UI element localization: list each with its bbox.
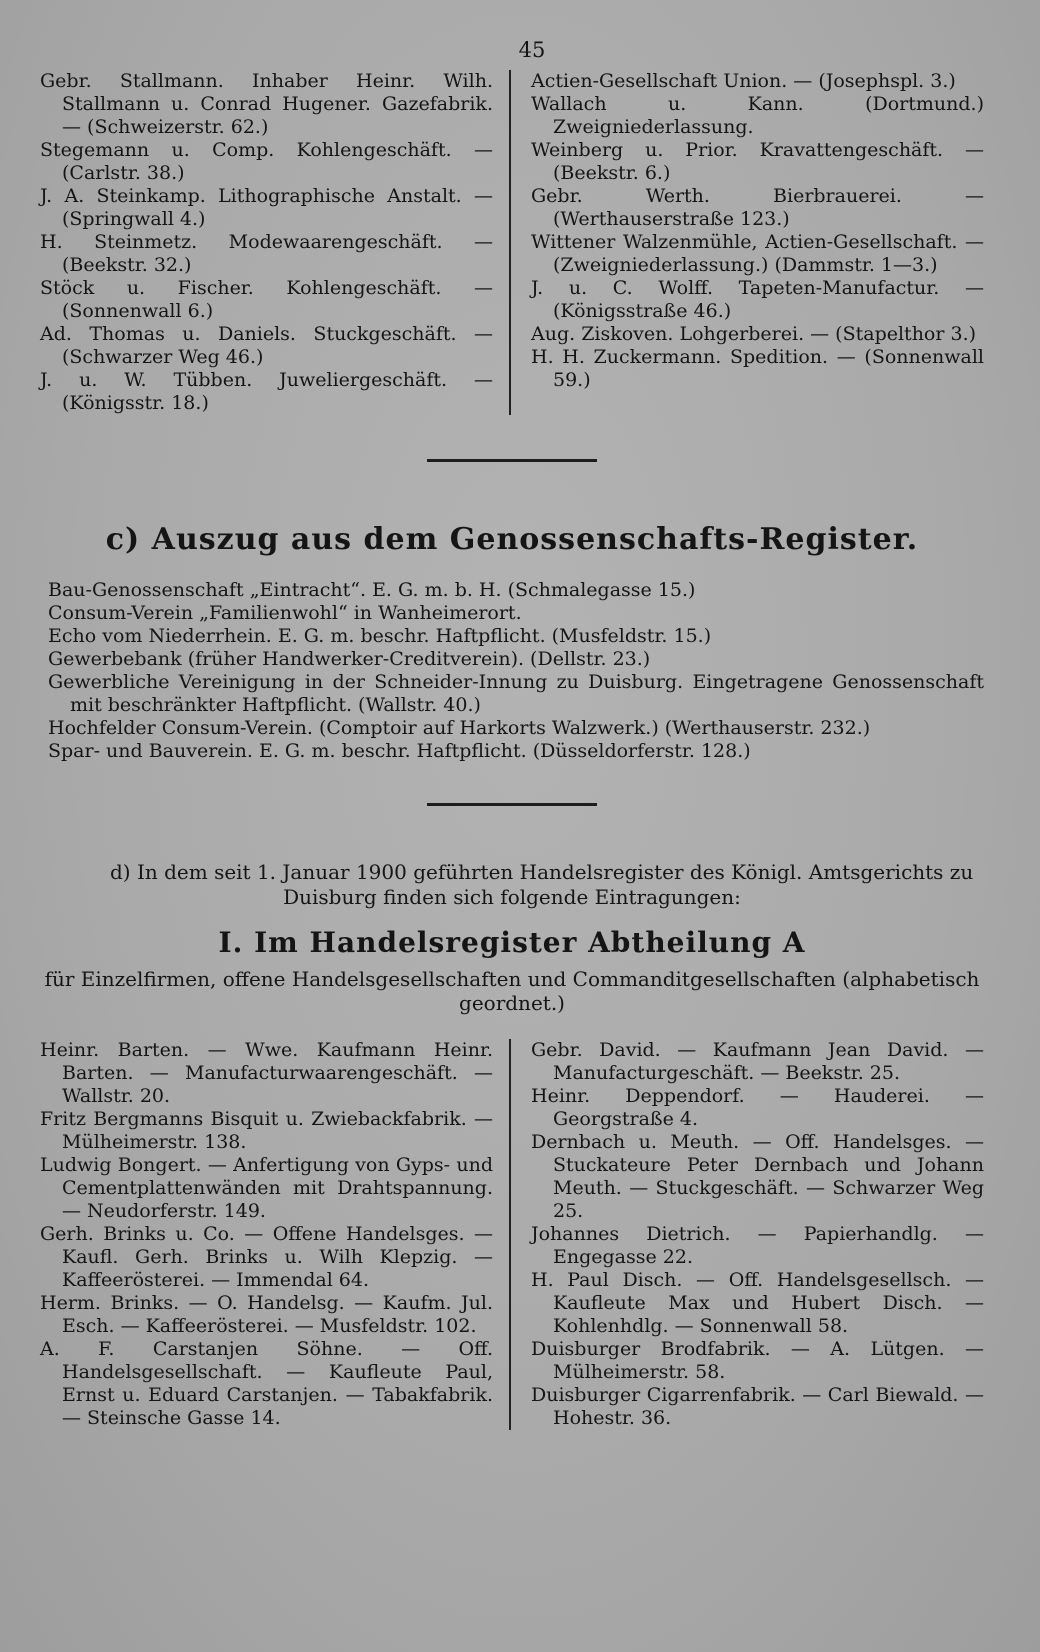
list-item: Stegemann u. Comp. Kohlengeschäft. — (Carlstr. 38.): [40, 139, 493, 184]
list-item: Gewerbliche Vereinigung in der Schneider-Innung zu Duisburg. Eingetragene Genossenschaft mit beschränkter Haftpflicht. (Wallstr. 40.): [48, 671, 984, 716]
list-item: Heinr. Deppendorf. — Hauderei. — Georgstraße 4.: [531, 1085, 984, 1130]
list-item: Echo vom Niederrhein. E. G. m. beschr. Haftpflicht. (Musfeldstr. 15.): [48, 625, 712, 647]
list-item: Stöck u. Fischer. Kohlengeschäft. — (Sonnenwall 6.): [40, 277, 493, 322]
list-item: Bau-Genossenschaft „Eintracht“. E. G. m. b. H. (Schmalegasse 15.): [48, 579, 696, 601]
section-d-intro-line1: d) In dem seit 1. Januar 1900 geführten Handelsregister des Königl. Amtsgerichts zu: [110, 860, 974, 884]
list-item: Herm. Brinks. — O. Handelsg. — Kaufm. Jul. Esch. — Kaffeerösterei. — Musfeldstr. 102.: [40, 1292, 493, 1337]
list-item: Heinr. Barten. — Wwe. Kaufmann Heinr. Barten. — Manufacturwaarengeschäft. — Wallstr. 20.: [40, 1039, 493, 1107]
list-item: Aug. Ziskoven. Lohgerberei. — (Stapelthor 3.): [531, 323, 977, 345]
list-item: Weinberg u. Prior. Kravattengeschäft. — (Beekstr. 6.): [531, 139, 984, 184]
list-item: J. u. C. Wolff. Tapeten-Manufactur. — (Königsstraße 46.): [531, 277, 984, 322]
section-d-intro-line2: Duisburg finden sich folgende Eintragungen:: [283, 885, 741, 909]
top-left-column: [40, 70, 509, 415]
cooperative-register-list: [40, 579, 984, 763]
section-divider: [427, 803, 597, 806]
list-item: Wittener Walzenmühle, Actien-Gesellschaft. — (Zweigniederlassung.) (Dammstr. 1—3.): [531, 231, 984, 276]
list-item: Johannes Dietrich. — Papierhandlg. — Engegasse 22.: [531, 1223, 984, 1268]
list-item: Duisburger Cigarrenfabrik. — Carl Biewald. — Hohestr. 36.: [531, 1384, 984, 1429]
list-item: Gerh. Brinks u. Co. — Offene Handelsges. — Kaufl. Gerh. Brinks u. Wilh Klepzig. — Kaffeerösterei. — Immendal 64.: [40, 1223, 493, 1291]
list-item: Wallach u. Kann. (Dortmund.) Zweigniederlassung.: [531, 93, 984, 138]
section-divider: [427, 459, 597, 462]
list-item: Ad. Thomas u. Daniels. Stuckgeschäft. — (Schwarzer Weg 46.): [40, 323, 493, 368]
top-columns: [40, 70, 984, 415]
list-item: Gebr. Werth. Bierbrauerei. — (Werthauserstraße 123.): [531, 185, 984, 230]
list-item: Fritz Bergmanns Bisquit u. Zwiebackfabrik. — Mülheimerstr. 138.: [40, 1108, 493, 1153]
list-item: Dernbach u. Meuth. — Off. Handelsges. — Stuckateure Peter Dernbach und Johann Meuth. — Stuckgeschäft. — Schwarzer Weg 25.: [531, 1131, 984, 1222]
list-item: J. u. W. Tübben. Juweliergeschäft. — (Königsstr. 18.): [40, 369, 493, 414]
list-item: Consum-Verein „Familienwohl“ in Wanheimerort.: [48, 602, 522, 624]
page-number: 45: [518, 38, 546, 62]
section-d-subdescription: für Einzelfirmen, offene Handelsgesellschaften und Commanditgesellschaften (alphabetisch geordnet.): [44, 967, 980, 1015]
list-item: Gebr. David. — Kaufmann Jean David. — Manufacturgeschäft. — Beekstr. 25.: [531, 1039, 984, 1084]
list-item: Gebr. Stallmann. Inhaber Heinr. Wilh. Stallmann u. Conrad Hugener. Gazefabrik. — (Schweizerstr. 62.): [40, 70, 493, 138]
list-item: Hochfelder Consum-Verein. (Comptoir auf Harkorts Walzwerk.) (Werthauserstr. 232.): [48, 717, 871, 739]
bottom-left-column: [40, 1039, 509, 1430]
list-item: Spar- und Bauverein. E. G. m. beschr. Haftpflicht. (Düsseldorferstr. 128.): [48, 740, 751, 762]
list-item: Ludwig Bongert. — Anfertigung von Gyps- und Cementplattenwänden mit Drahtspannung. — Neudorferstr. 149.: [40, 1154, 493, 1222]
bottom-right-column: [511, 1039, 984, 1430]
list-item: J. A. Steinkamp. Lithographische Anstalt. — (Springwall 4.): [40, 185, 493, 230]
list-item: H. Steinmetz. Modewaarengeschäft. — (Beekstr. 32.): [40, 231, 493, 276]
section-d-intro: [40, 860, 984, 910]
list-item: H. H. Zuckermann. Spedition. — (Sonnenwall 59.): [531, 346, 984, 391]
list-item: Actien-Gesellschaft Union. — (Josephspl. 3.): [531, 70, 956, 92]
list-item: Gewerbebank (früher Handwerker-Creditverein). (Dellstr. 23.): [48, 648, 651, 670]
section-c-heading: c) Auszug aus dem Genossenschafts-Register.: [105, 522, 919, 557]
section-d-subheading: I. Im Handelsregister Abtheilung A: [218, 926, 806, 959]
list-item: Duisburger Brodfabrik. — A. Lütgen. — Mülheimerstr. 58.: [531, 1338, 984, 1383]
bottom-columns: [40, 1039, 984, 1430]
top-right-column: [511, 70, 984, 415]
list-item: A. F. Carstanjen Söhne. — Off. Handelsgesellschaft. — Kaufleute Paul, Ernst u. Eduard Carstanjen. — Tabakfabrik. — Steinsche Gasse 14.: [40, 1338, 493, 1429]
list-item: H. Paul Disch. — Off. Handelsgesellsch. — Kaufleute Max und Hubert Disch. — Kohlenhdlg. — Sonnenwall 58.: [531, 1269, 984, 1337]
